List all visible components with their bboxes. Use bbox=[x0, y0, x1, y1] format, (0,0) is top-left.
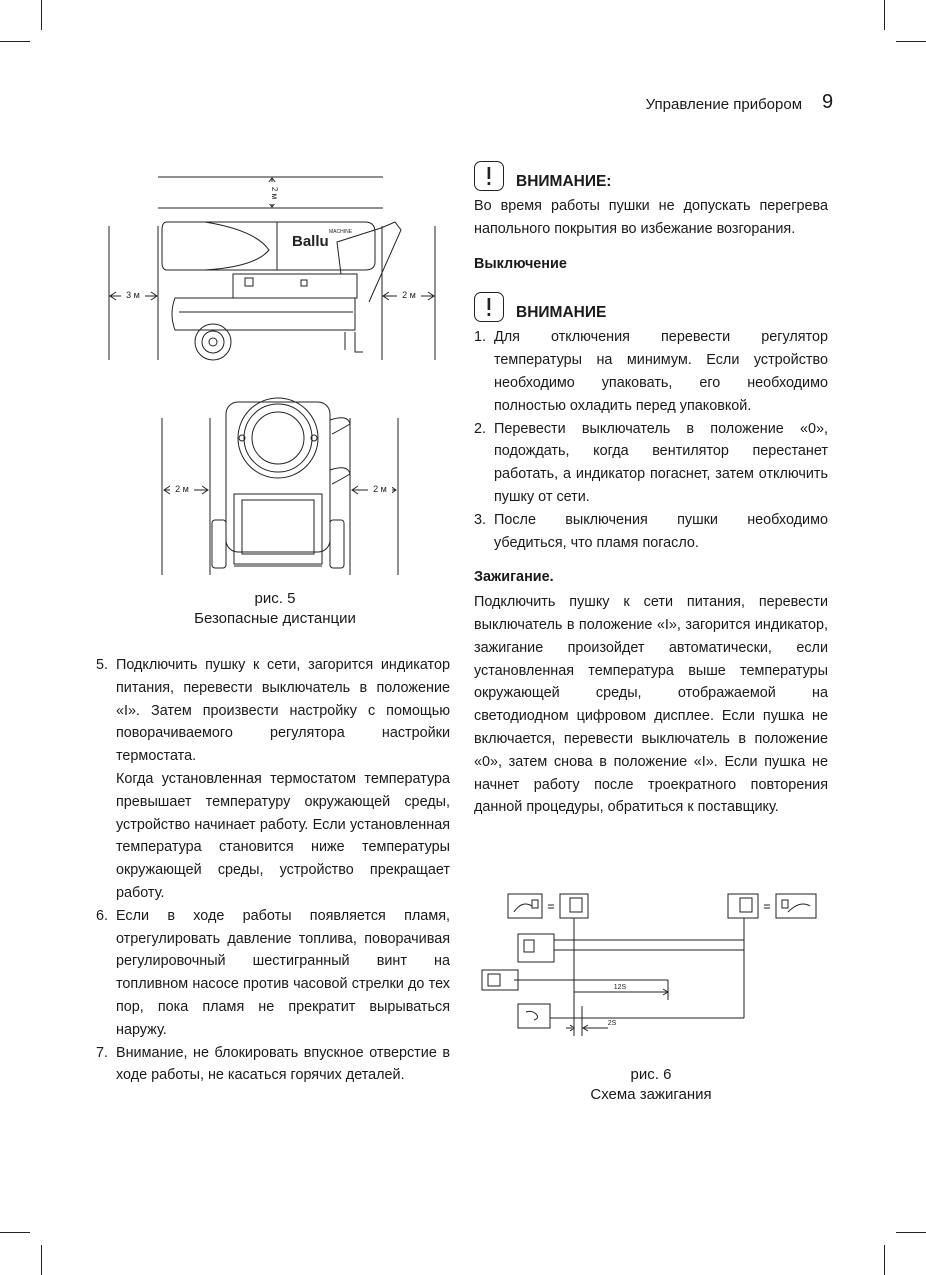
distance-left-side-label: 3 м bbox=[126, 290, 140, 300]
figure-5-side-view bbox=[105, 170, 445, 370]
crop-mark bbox=[896, 1232, 926, 1233]
shutdown-heading: Выключение bbox=[474, 255, 567, 272]
ignition-heading: Зажигание. bbox=[474, 569, 554, 586]
list-number: 5. bbox=[96, 657, 109, 673]
timing-label-12s: 12S bbox=[613, 984, 627, 991]
list-item bbox=[96, 1042, 450, 1088]
figure-6-caption bbox=[526, 1065, 776, 1105]
warning-icon bbox=[474, 161, 504, 191]
crop-mark bbox=[896, 41, 926, 42]
list-item bbox=[474, 509, 828, 555]
figure-5-number: рис. 5 bbox=[254, 590, 296, 607]
figure-5-title: Безопасные дистанции bbox=[194, 610, 356, 627]
timing-label-2s: 2S bbox=[607, 1020, 617, 1027]
brand-logo: Ballu bbox=[292, 233, 329, 250]
figure-6-ignition-diagram bbox=[478, 888, 823, 1038]
figure-5-caption bbox=[150, 589, 400, 629]
warning-1 bbox=[474, 161, 828, 191]
warning-2-title: ВНИМАНИЕ bbox=[516, 304, 607, 322]
list-paragraph: Когда установленная термостатом температура превышает температуру окружающей среды, устройство начинает работу. Если установленная температура становится ниже температуры окружающей среды, устройство прекращает работу. bbox=[116, 770, 450, 901]
list-paragraph: Внимание, не блокировать впускное отверстие в ходе работы, не касаться горячих деталей. bbox=[116, 1044, 450, 1084]
list-number: 3. bbox=[474, 511, 487, 528]
warning-2 bbox=[474, 292, 828, 322]
distance-left-front-label: 2 м bbox=[175, 484, 189, 494]
brand-sub: MACHINE bbox=[329, 229, 353, 235]
list-item bbox=[474, 418, 828, 509]
crop-mark bbox=[0, 41, 30, 42]
list-text: Перевести выключатель в положение «0», подождать, когда вентилятор перестанет работать, а индикатор погаснет, затем отключить пушку от сети. bbox=[494, 420, 828, 505]
page-number: 9 bbox=[822, 91, 834, 113]
right-column bbox=[474, 161, 828, 819]
list-number: 2. bbox=[474, 420, 487, 437]
list-item bbox=[96, 905, 450, 1042]
crop-mark bbox=[884, 0, 885, 30]
list-paragraph: Подключить пушку к сети, загорится индикатор питания, перевести выключатель в положение «I». Затем произвести настройку с помощью поворачиваемого регулятора настройки термостата. bbox=[116, 657, 450, 765]
distance-right-front-label: 2 м bbox=[373, 484, 387, 494]
warning-1-title: ВНИМАНИЕ: bbox=[516, 173, 612, 190]
list-number: 1. bbox=[474, 329, 487, 346]
distance-right-side-label: 2 м bbox=[402, 290, 416, 300]
crop-mark bbox=[41, 1245, 42, 1275]
page-header-title: Управление прибором bbox=[645, 96, 802, 113]
crop-mark bbox=[0, 1232, 30, 1233]
list-paragraph: Если в ходе работы появляется пламя, отрегулировать давление топлива, поворачивая регулировочный шестигранный винт на топливном насосе против часовой стрелки до тех пор, пока пламя не прекратит вырываться наружу. bbox=[116, 907, 450, 1038]
distance-top-label: 2 м bbox=[270, 186, 279, 200]
list-item bbox=[96, 654, 450, 905]
left-column bbox=[96, 654, 450, 1087]
crop-mark bbox=[884, 1245, 885, 1275]
warning-icon bbox=[474, 292, 504, 322]
list-text: После выключения пушки необходимо убедиться, что пламя погасло. bbox=[494, 511, 828, 551]
list-text: Для отключения перевести регулятор температуры на минимум. Если устройство необходимо упаковать, его необходимо полностью охладить перед упаковкой. bbox=[494, 329, 828, 414]
crop-mark bbox=[41, 0, 42, 30]
warning-1-text: Во время работы пушки не допускать перегрева напольного покрытия во избежание возгорания. bbox=[474, 198, 828, 237]
list-number: 6. bbox=[96, 907, 109, 924]
figure-6-title: Схема зажигания bbox=[590, 1086, 712, 1103]
list-number: 7. bbox=[96, 1044, 109, 1061]
list-item bbox=[474, 326, 828, 417]
ignition-text: Подключить пушку к сети питания, перевести выключатель в положение «I», загорится индикатор, зажигание произойдет автоматически, если установленная температура выше температуры окружающей среды, отображаемой на светодиодном цифровом дисплее. Если пушка не включается, перевести выключатель в положение «0», затем снова в положение «I». Если пушка не начнет работу после троекратного повторения данной процедуры, обратиться к поставщику. bbox=[474, 594, 828, 816]
figure-5-front-view bbox=[150, 390, 405, 580]
figure-6-number: рис. 6 bbox=[630, 1066, 672, 1083]
